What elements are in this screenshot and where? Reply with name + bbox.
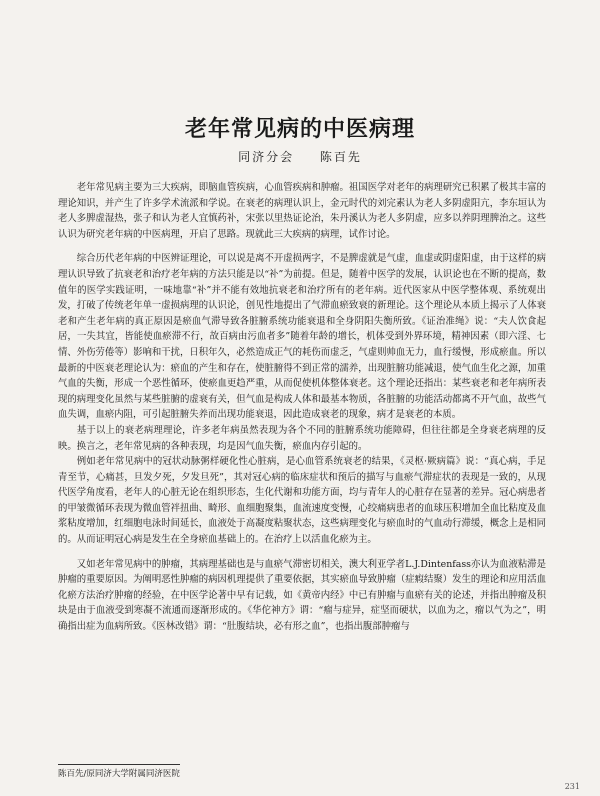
footnote-rule xyxy=(58,764,180,765)
page-number: 231 xyxy=(564,782,580,791)
paragraph-theory: 综合历代老年病的中医辨证理论，可以说是离不开虚损两字，不是脾虚就是气虚，血虚或阴虚阳虚，由于这样的病理认识导致了抗衰老和治疗老年病的方法只能是以“补”为前提。但是，随着中医学的发展，认识论也在不断的提高，数值年的医学实践证明，一味地靠“补”并不能有效地抗衰老和治疗所有的老年病。近代医家从中医学整体观、系统观出发，打破了传统老年单一虚损病理的认识论，创见性地提出了气滞血瘀致衰的新理论。这个理论从本质上揭示了人体衰老和产生老年病的真正原因是瘀血气滞导致各脏腑系统功能衰退和全身阴阳失衡所致。《证治准绳》说：“夫人饮食起居，一失其宜，皆能使血瘀滞不行，故百病由污血者多”随着年龄的增长，机体受到外界环境，精神因素（即六淫、七情、外伤劳倦等）影响和干扰，日积年久，必然造成正气的耗伤而虚乏，气虚则帅血无力，血行缓慢，形成瘀血。所以最新的中医衰老理论认为：瘀血的产生和存在，使脏腑得不到正常的濡养，出现脏腑功能减退，使气血生化之源，加重气血的失衡，形成一个恶性循环，使瘀血更趋严重，从而促使机体整体衰老。这个理论还指出：某些衰老和老年病所表现的病理变化虽然与某些脏腑的虚衰有关，但气血是构成人体和最基本物质，各脏腑的功能活动都离不开气血，故些气血失调，血瘀内阻，可引起脏腑失养而出现功能衰退，因此造成衰老的现象，病才是衰老的本质。 xyxy=(58,253,546,421)
paragraph-tumor: 又如老年常见病中的肿瘤，其病理基础也是与血瘀气滞密切相关，澳大利亚学者L.J.Dintenfass亦认为血液粘滞是肿瘤的重要原因。为阐明恶性肿瘤的病因机理提供了重要依据，其实瘀血导致肿瘤（症瘕结聚）发生的理论和应用活血化瘀方法治疗肿瘤的经验，在中医学论著中早有记载，如《黄帝内经》中已有肿瘤与血瘀有关的论述，并指出肿瘤及积块是由于血液受到寒凝不流通而逐渐形成的。《华佗神方》谓：“瘤与症异，症坚而硬状，以血为之，瘤以气为之”，明确指出症为血病所致。《医林改错》谓：“肚腹结块，必有形之血”，也指出腹部肿瘤与 xyxy=(58,558,546,633)
author-name: 陈百先 xyxy=(319,150,362,164)
article-title: 老年常见病的中医病理 xyxy=(184,116,415,142)
paragraph-intro: 老年常见病主要为三大疾病，即脑血管疾病，心血管疾病和肿瘤。祖国医学对老年的病理研究已积累了极其丰富的理论知识，并产生了许多学术流派和学说。在衰老的病理认识上，金元时代的刘完素认为老人多阴虚阳亢，李东垣认为老人多脾虚湿热，张子和认为老人宜慎药补，宋张以里热证论治，朱丹溪认为老人多阴虚，应多以养阴理脾治之。这些认识为研究老年病的中医病理，开启了思路。现就此三大疾病的病理，试作讨论。 xyxy=(58,182,546,240)
paragraph-summary: 基于以上的衰老病理理论，许多老年病虽然表现为各个不同的脏腑系统功能障碍，但往往都是全身衰老病理的反映。换言之，老年常见病的各种表现，均是因气血失衡，瘀血内存引起的。 xyxy=(58,424,546,452)
article-body xyxy=(58,180,546,635)
footnote: 陈百先/原同济大学附属同济医院 xyxy=(58,769,180,779)
author-line xyxy=(0,148,600,165)
paragraph-coronary: 例如老年常见病中的冠状动脉粥样硬化性心脏病，是心血管系统衰老的结果，《灵枢·厥病篇》说：“真心病，手足青至节，心痛甚，旦发夕死，夕发旦死”，其对冠心病的临床症状和预后的描写与血瘀气滞症状的表现是一致的，从现代医学角度看，老年人的心脏无论在组织形态，生化代谢和功能方面，均与青年人的心脏存在显著的差异。冠心病患者的甲皱微循环表现为微血管袢扭曲、畸形、血细胞聚集，血流速度变慢，心绞痛病患者的血球压积增加全血比粘度及血浆粘度增加，红细胞电泳时间延长，血液处于高凝度粘聚状态，这些病理变化与瘀血时的气血动行滞缓，概念上是相同的。从而证明冠心病是发生在全身瘀血基础上的。在治疗上以活血化瘀为主。 xyxy=(58,456,546,546)
author-affiliation: 同济分会 xyxy=(238,150,295,164)
